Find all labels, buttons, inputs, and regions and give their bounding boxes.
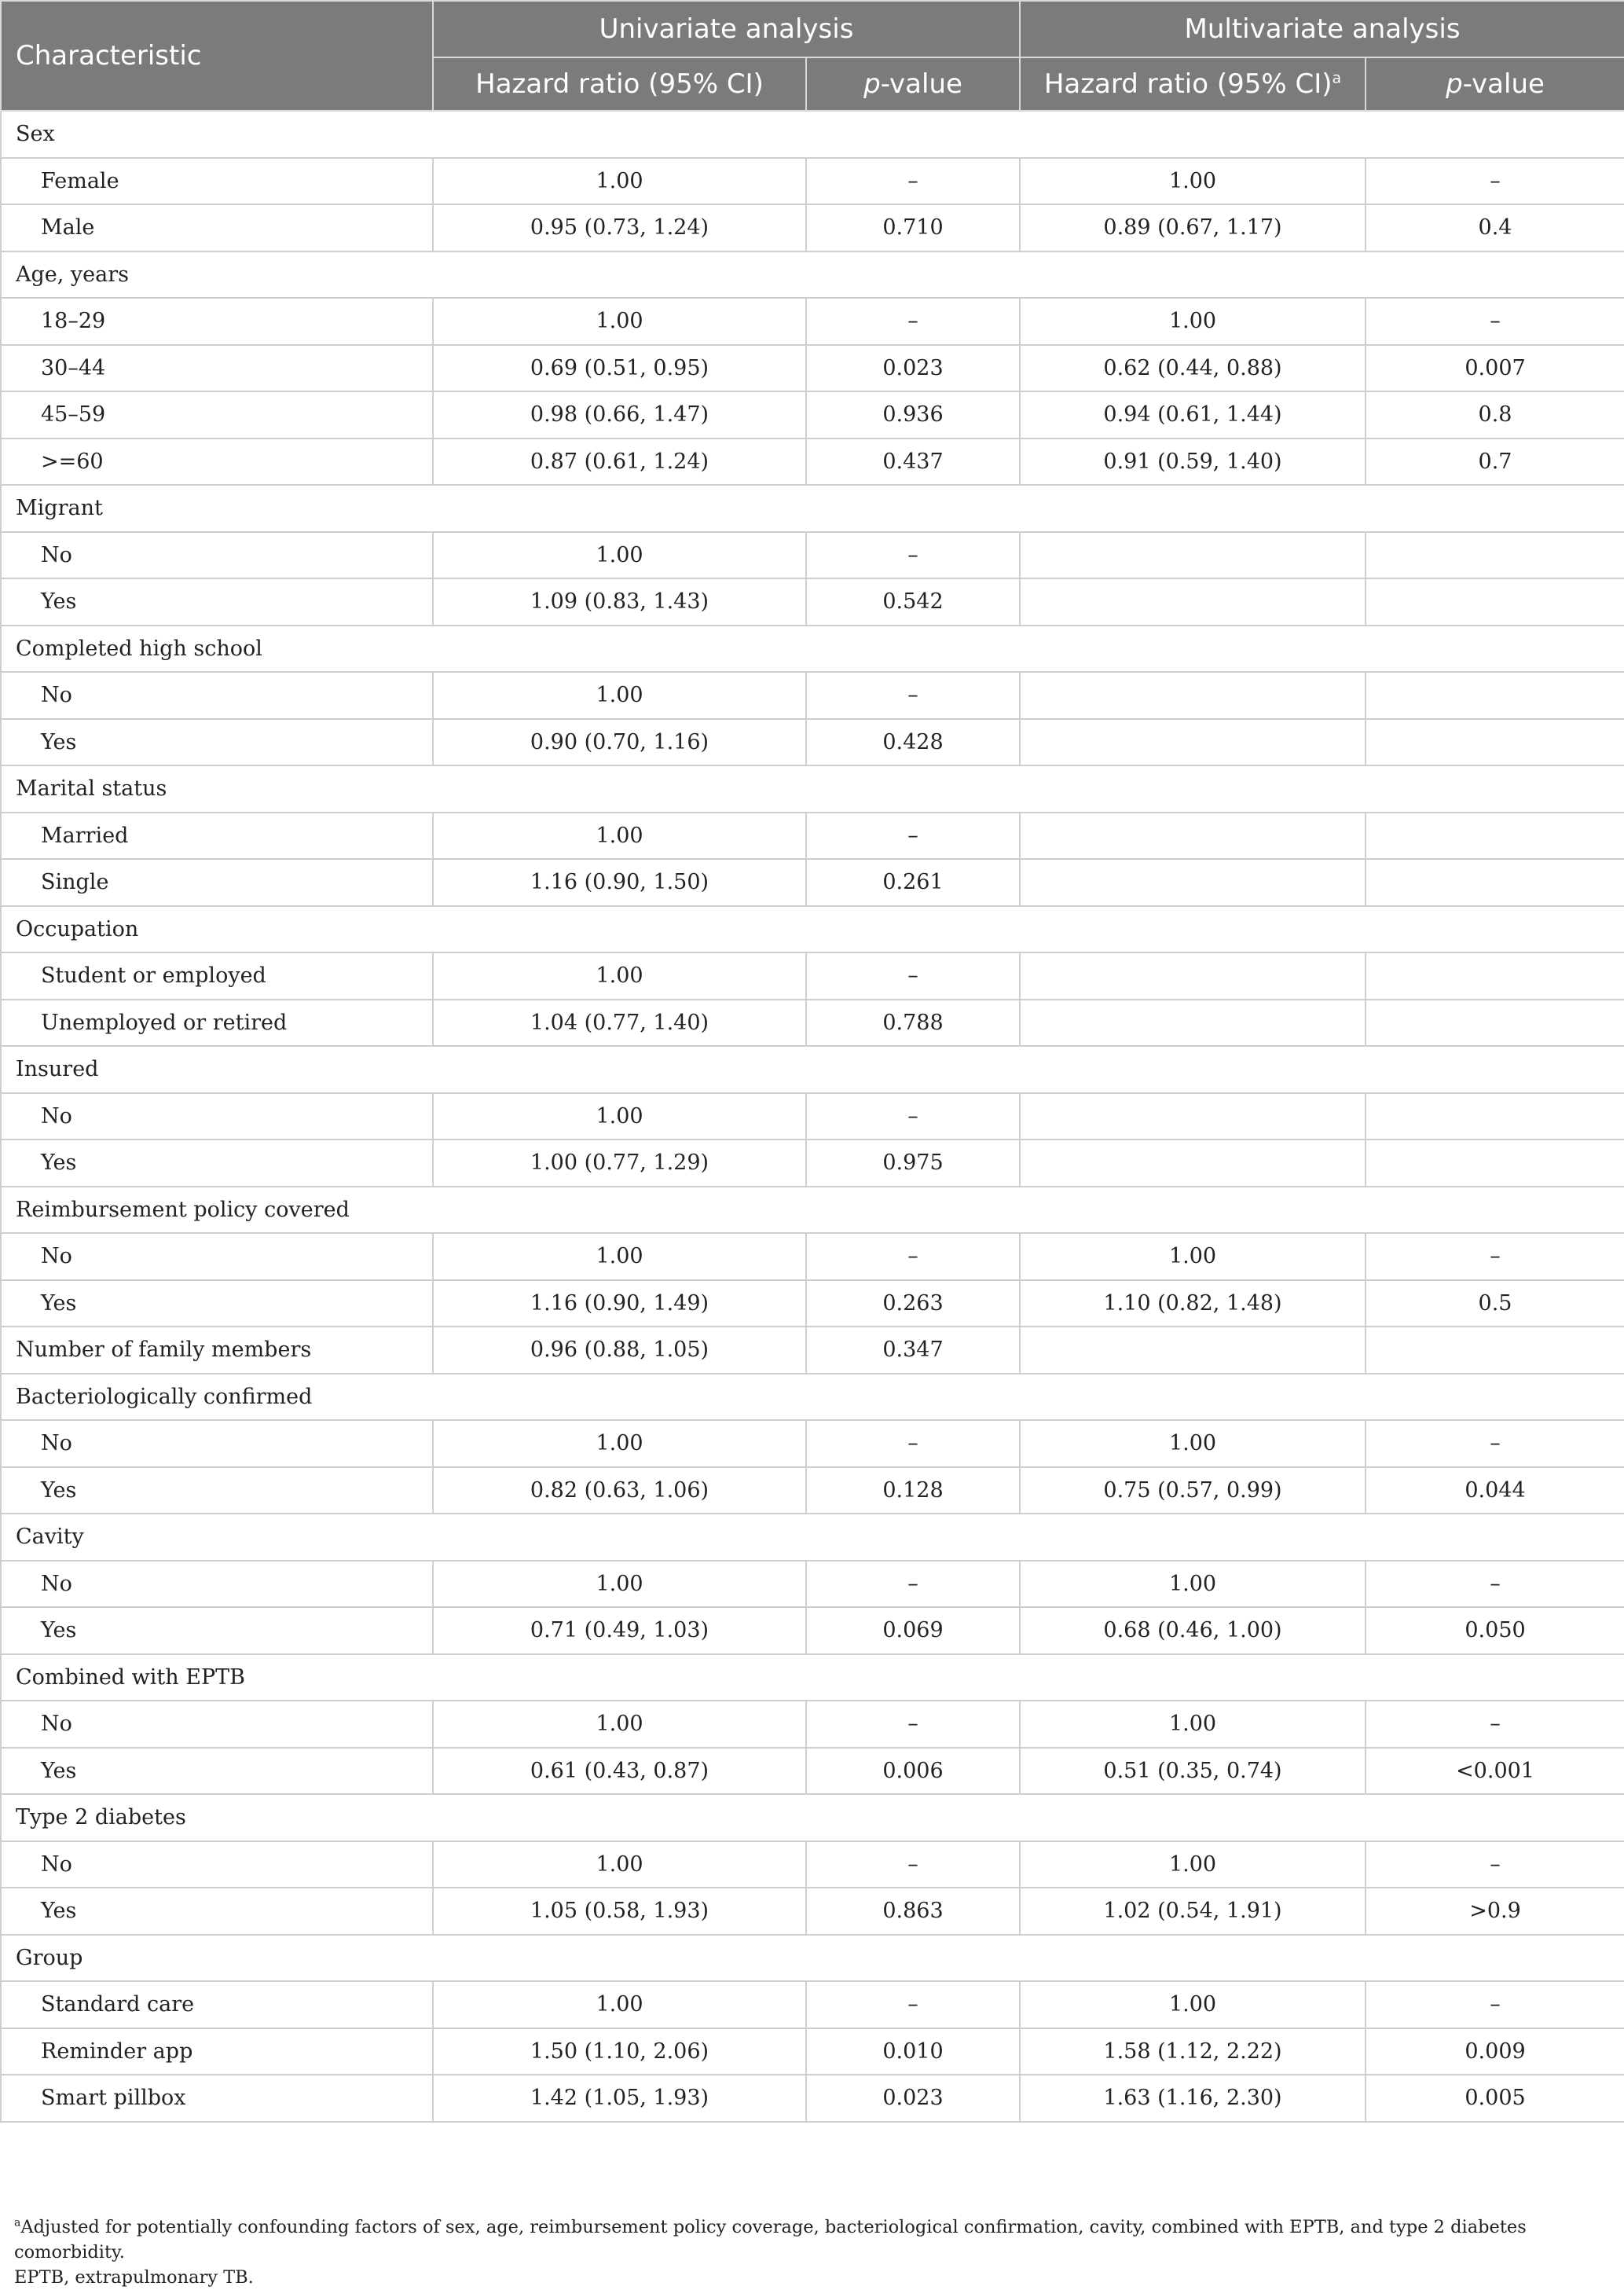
multivariate-p-cell: – — [1366, 1981, 1624, 2028]
section-row — [1, 111, 1624, 158]
section-label: Insured — [1, 1046, 1624, 1093]
section-row — [1, 906, 1624, 953]
multivariate-hr-cell: 1.00 — [1020, 298, 1366, 345]
table-row — [1, 1981, 1624, 2028]
row-label: 30–44 — [1, 345, 433, 392]
univariate-p-cell: 0.263 — [806, 1280, 1020, 1327]
table-row — [1, 204, 1624, 251]
univariate-hr-cell: 0.69 (0.51, 0.95) — [433, 345, 806, 392]
row-label: No — [1, 1841, 433, 1888]
table-row — [1, 1561, 1624, 1608]
multivariate-p-cell: – — [1366, 298, 1624, 345]
multivariate-p-cell: 0.8 — [1366, 391, 1624, 439]
section-label: Combined with EPTB — [1, 1654, 1624, 1701]
footnote-marker: a — [1332, 69, 1342, 87]
univariate-hr-cell: 1.00 — [433, 1701, 806, 1748]
table-row — [1, 439, 1624, 486]
multivariate-p-cell: 0.009 — [1366, 2028, 1624, 2075]
multivariate-p-cell: 0.4 — [1366, 204, 1624, 251]
univariate-hr-cell: 1.00 — [433, 1420, 806, 1467]
multivariate-hr-cell: 1.00 — [1020, 1420, 1366, 1467]
row-label: Yes — [1, 1139, 433, 1187]
characteristic-header: Characteristic — [1, 1, 433, 111]
univariate-p-cell: – — [806, 1561, 1020, 1608]
table-row — [1, 1701, 1624, 1748]
header-row-1 — [1, 1, 1624, 57]
multivariate-p-cell — [1366, 532, 1624, 579]
multivariate-hr-cell: 0.51 (0.35, 0.74) — [1020, 1748, 1366, 1795]
multivariate-hr-cell — [1020, 1093, 1366, 1140]
univariate-hr-cell: 1.16 (0.90, 1.49) — [433, 1280, 806, 1327]
multivariate-p-cell: – — [1366, 1561, 1624, 1608]
table-row — [1, 1467, 1624, 1514]
table-row — [1, 2028, 1624, 2075]
univariate-p-cell: – — [806, 952, 1020, 1000]
univariate-hr-cell: 1.00 — [433, 298, 806, 345]
row-label: No — [1, 1233, 433, 1280]
univariate-p-cell: – — [806, 532, 1020, 579]
section-row — [1, 1374, 1624, 1421]
row-label: 18–29 — [1, 298, 433, 345]
table-header — [1, 1, 1624, 111]
row-label: Student or employed — [1, 952, 433, 1000]
univariate-p-cell: 0.788 — [806, 1000, 1020, 1047]
univariate-p-cell: – — [806, 1233, 1020, 1280]
row-label: Yes — [1, 1607, 433, 1654]
table-row — [1, 1607, 1624, 1654]
univariate-p-cell: – — [806, 1093, 1020, 1140]
table-row — [1, 719, 1624, 766]
multivariate-p-cell — [1366, 578, 1624, 626]
table-row — [1, 1841, 1624, 1888]
table-row — [1, 1139, 1624, 1187]
univariate-hr-cell: 1.16 (0.90, 1.50) — [433, 859, 806, 906]
univariate-p-cell: – — [806, 672, 1020, 719]
hr-univariate-header-text: Hazard ratio (95% CI) — [475, 68, 764, 100]
p-italic: p — [1446, 68, 1463, 100]
footnote-adjusted-text: Adjusted for potentially confounding factors of sex, age, reimbursement policy coverage, bacteriological confirmation, cavity, combined with EPTB, and type 2 diabetes comorbidity. — [14, 2217, 1527, 2262]
univariate-hr-cell: 1.00 — [433, 1841, 806, 1888]
univariate-hr-cell: 0.82 (0.63, 1.06) — [433, 1467, 806, 1514]
table-row — [1, 1000, 1624, 1047]
row-label: No — [1, 1093, 433, 1140]
univariate-hr-cell: 1.00 — [433, 1233, 806, 1280]
univariate-p-cell: – — [806, 298, 1020, 345]
table-row — [1, 578, 1624, 626]
multivariate-hr-cell: 1.00 — [1020, 1701, 1366, 1748]
footnote-mark: a — [14, 2216, 21, 2229]
row-label: No — [1, 672, 433, 719]
multivariate-hr-cell — [1020, 952, 1366, 1000]
row-label: Reminder app — [1, 2028, 433, 2075]
multivariate-p-cell: >0.9 — [1366, 1888, 1624, 1935]
row-label: Yes — [1, 1467, 433, 1514]
univariate-hr-cell: 1.09 (0.83, 1.43) — [433, 578, 806, 626]
multivariate-hr-cell — [1020, 532, 1366, 579]
section-label: Bacteriologically confirmed — [1, 1374, 1624, 1421]
table-row — [1, 1093, 1624, 1140]
multivariate-p-cell — [1366, 719, 1624, 766]
table-row — [1, 672, 1624, 719]
row-label: Female — [1, 158, 433, 205]
univariate-hr-cell: 0.90 (0.70, 1.16) — [433, 719, 806, 766]
section-label: Sex — [1, 111, 1624, 158]
univariate-header: Univariate analysis — [433, 1, 1020, 57]
table-row — [1, 1888, 1624, 1935]
multivariate-hr-cell: 0.89 (0.67, 1.17) — [1020, 204, 1366, 251]
univariate-hr-cell: 1.42 (1.05, 1.93) — [433, 2075, 806, 2122]
multivariate-p-cell: – — [1366, 1841, 1624, 1888]
multivariate-hr-cell — [1020, 1000, 1366, 1047]
univariate-p-cell: 0.975 — [806, 1139, 1020, 1187]
table-row — [1, 158, 1624, 205]
row-label: Yes — [1, 1280, 433, 1327]
multivariate-hr-cell: 0.91 (0.59, 1.40) — [1020, 439, 1366, 486]
multivariate-hr-cell — [1020, 813, 1366, 860]
multivariate-p-cell — [1366, 813, 1624, 860]
row-label: No — [1, 1701, 433, 1748]
section-row — [1, 765, 1624, 813]
multivariate-hr-cell: 0.94 (0.61, 1.44) — [1020, 391, 1366, 439]
univariate-hr-cell: 0.71 (0.49, 1.03) — [433, 1607, 806, 1654]
multivariate-p-cell — [1366, 1139, 1624, 1187]
multivariate-p-cell: 0.044 — [1366, 1467, 1624, 1514]
univariate-p-cell: 0.006 — [806, 1748, 1020, 1795]
univariate-p-cell: 0.863 — [806, 1888, 1020, 1935]
hr-multivariate-header — [1020, 57, 1366, 111]
multivariate-hr-cell: 1.63 (1.16, 2.30) — [1020, 2075, 1366, 2122]
row-label: Yes — [1, 719, 433, 766]
row-label: >=60 — [1, 439, 433, 486]
table-row — [1, 391, 1624, 439]
univariate-p-cell: 0.437 — [806, 439, 1020, 486]
multivariate-hr-cell: 1.02 (0.54, 1.91) — [1020, 1888, 1366, 1935]
multivariate-p-cell: – — [1366, 1420, 1624, 1467]
univariate-p-cell: 0.347 — [806, 1327, 1020, 1374]
section-label: Migrant — [1, 485, 1624, 532]
multivariate-p-cell: <0.001 — [1366, 1748, 1624, 1795]
row-label: No — [1, 532, 433, 579]
univariate-hr-cell: 1.00 — [433, 1561, 806, 1608]
univariate-p-cell: – — [806, 158, 1020, 205]
multivariate-p-cell — [1366, 1000, 1624, 1047]
multivariate-p-cell: 0.007 — [1366, 345, 1624, 392]
univariate-p-cell: – — [806, 1841, 1020, 1888]
section-label: Occupation — [1, 906, 1624, 953]
section-label: Group — [1, 1935, 1624, 1982]
row-label: Unemployed or retired — [1, 1000, 433, 1047]
univariate-hr-cell: 1.00 — [433, 672, 806, 719]
multivariate-p-cell: – — [1366, 158, 1624, 205]
univariate-hr-cell: 1.00 — [433, 1981, 806, 2028]
univariate-p-cell: – — [806, 1701, 1020, 1748]
p-suffix: -value — [880, 68, 962, 100]
section-label: Cavity — [1, 1514, 1624, 1561]
univariate-hr-cell: 1.00 — [433, 813, 806, 860]
univariate-hr-cell: 0.98 (0.66, 1.47) — [433, 391, 806, 439]
multivariate-hr-cell — [1020, 1327, 1366, 1374]
multivariate-p-cell — [1366, 952, 1624, 1000]
univariate-p-cell: 0.428 — [806, 719, 1020, 766]
multivariate-hr-cell: 1.00 — [1020, 1981, 1366, 2028]
multivariate-p-cell — [1366, 1093, 1624, 1140]
section-row — [1, 1654, 1624, 1701]
univariate-p-cell: – — [806, 813, 1020, 860]
section-label: Reimbursement policy covered — [1, 1187, 1624, 1234]
univariate-p-cell: – — [806, 1981, 1020, 2028]
section-label: Completed high school — [1, 626, 1624, 673]
univariate-hr-cell: 1.00 (0.77, 1.29) — [433, 1139, 806, 1187]
section-label: Number of family members — [1, 1327, 433, 1374]
multivariate-p-cell: 0.005 — [1366, 2075, 1624, 2122]
multivariate-hr-cell: 1.00 — [1020, 158, 1366, 205]
multivariate-hr-cell: 1.00 — [1020, 1233, 1366, 1280]
table-row — [1, 1280, 1624, 1327]
row-label: Yes — [1, 578, 433, 626]
table-row — [1, 2075, 1624, 2122]
row-label: Married — [1, 813, 433, 860]
multivariate-p-cell: 0.7 — [1366, 439, 1624, 486]
univariate-hr-cell: 1.04 (0.77, 1.40) — [433, 1000, 806, 1047]
hr-univariate-header — [433, 57, 806, 111]
multivariate-hr-cell: 0.68 (0.46, 1.00) — [1020, 1607, 1366, 1654]
multivariate-p-cell — [1366, 859, 1624, 906]
section-row — [1, 1794, 1624, 1841]
footnotes — [14, 2215, 1617, 2290]
section-row — [1, 1514, 1624, 1561]
univariate-hr-cell: 1.00 — [433, 952, 806, 1000]
multivariate-hr-cell: 1.10 (0.82, 1.48) — [1020, 1280, 1366, 1327]
row-label: No — [1, 1561, 433, 1608]
table-row — [1, 345, 1624, 392]
section-row — [1, 1327, 1624, 1374]
multivariate-hr-cell: 0.75 (0.57, 0.99) — [1020, 1467, 1366, 1514]
section-row — [1, 1187, 1624, 1234]
multivariate-p-cell: – — [1366, 1701, 1624, 1748]
univariate-hr-cell: 0.95 (0.73, 1.24) — [433, 204, 806, 251]
univariate-p-cell: – — [806, 1420, 1020, 1467]
univariate-hr-cell: 1.00 — [433, 532, 806, 579]
table-row — [1, 1420, 1624, 1467]
table-body — [1, 111, 1624, 2122]
multivariate-p-cell — [1366, 672, 1624, 719]
multivariate-hr-cell — [1020, 719, 1366, 766]
table-row — [1, 532, 1624, 579]
multivariate-hr-cell: 1.00 — [1020, 1561, 1366, 1608]
p-value-multivariate-header — [1366, 57, 1624, 111]
row-label: Single — [1, 859, 433, 906]
univariate-p-cell: 0.023 — [806, 345, 1020, 392]
table-row — [1, 952, 1624, 1000]
section-label: Type 2 diabetes — [1, 1794, 1624, 1841]
row-label: No — [1, 1420, 433, 1467]
multivariate-hr-cell: 1.00 — [1020, 1841, 1366, 1888]
section-row — [1, 1935, 1624, 1982]
univariate-hr-cell: 1.05 (0.58, 1.93) — [433, 1888, 806, 1935]
section-label: Age, years — [1, 251, 1624, 299]
multivariate-p-cell: – — [1366, 1233, 1624, 1280]
row-label: Male — [1, 204, 433, 251]
univariate-p-cell: 0.069 — [806, 1607, 1020, 1654]
footnote-adjusted — [14, 2215, 1617, 2265]
multivariate-hr-cell — [1020, 672, 1366, 719]
p-suffix: -value — [1462, 68, 1545, 100]
multivariate-hr-cell — [1020, 578, 1366, 626]
p-italic: p — [863, 68, 881, 100]
section-row — [1, 251, 1624, 299]
p-value-univariate-header — [806, 57, 1020, 111]
hr-multivariate-header-text: Hazard ratio (95% CI) — [1043, 68, 1333, 100]
univariate-p-cell: 0.542 — [806, 578, 1020, 626]
footnote-abbreviation: EPTB, extrapulmonary TB. — [14, 2267, 254, 2288]
multivariate-hr-cell: 1.58 (1.12, 2.22) — [1020, 2028, 1366, 2075]
table-row — [1, 298, 1624, 345]
multivariate-hr-cell: 0.62 (0.44, 0.88) — [1020, 345, 1366, 392]
multivariate-p-cell — [1366, 1327, 1624, 1374]
section-row — [1, 626, 1624, 673]
multivariate-p-cell: 0.050 — [1366, 1607, 1624, 1654]
section-row — [1, 485, 1624, 532]
table-row — [1, 813, 1624, 860]
multivariate-p-cell: 0.5 — [1366, 1280, 1624, 1327]
univariate-p-cell: 0.261 — [806, 859, 1020, 906]
row-label: Standard care — [1, 1981, 433, 2028]
table-row — [1, 1233, 1624, 1280]
row-label: Smart pillbox — [1, 2075, 433, 2122]
univariate-hr-cell: 0.87 (0.61, 1.24) — [433, 439, 806, 486]
univariate-p-cell: 0.710 — [806, 204, 1020, 251]
univariate-p-cell: 0.010 — [806, 2028, 1020, 2075]
univariate-hr-cell: 0.61 (0.43, 0.87) — [433, 1748, 806, 1795]
table-row — [1, 859, 1624, 906]
univariate-p-cell: 0.936 — [806, 391, 1020, 439]
univariate-hr-cell: 1.00 — [433, 158, 806, 205]
row-label: 45–59 — [1, 391, 433, 439]
univariate-hr-cell: 1.00 — [433, 1093, 806, 1140]
section-label: Marital status — [1, 765, 1624, 813]
univariate-hr-cell: 0.96 (0.88, 1.05) — [433, 1327, 806, 1374]
multivariate-header: Multivariate analysis — [1020, 1, 1624, 57]
row-label: Yes — [1, 1888, 433, 1935]
univariate-hr-cell: 1.50 (1.10, 2.06) — [433, 2028, 806, 2075]
univariate-p-cell: 0.128 — [806, 1467, 1020, 1514]
row-label: Yes — [1, 1748, 433, 1795]
multivariate-hr-cell — [1020, 1139, 1366, 1187]
section-row — [1, 1046, 1624, 1093]
multivariate-hr-cell — [1020, 859, 1366, 906]
table-row — [1, 1748, 1624, 1795]
univariate-p-cell: 0.023 — [806, 2075, 1020, 2122]
